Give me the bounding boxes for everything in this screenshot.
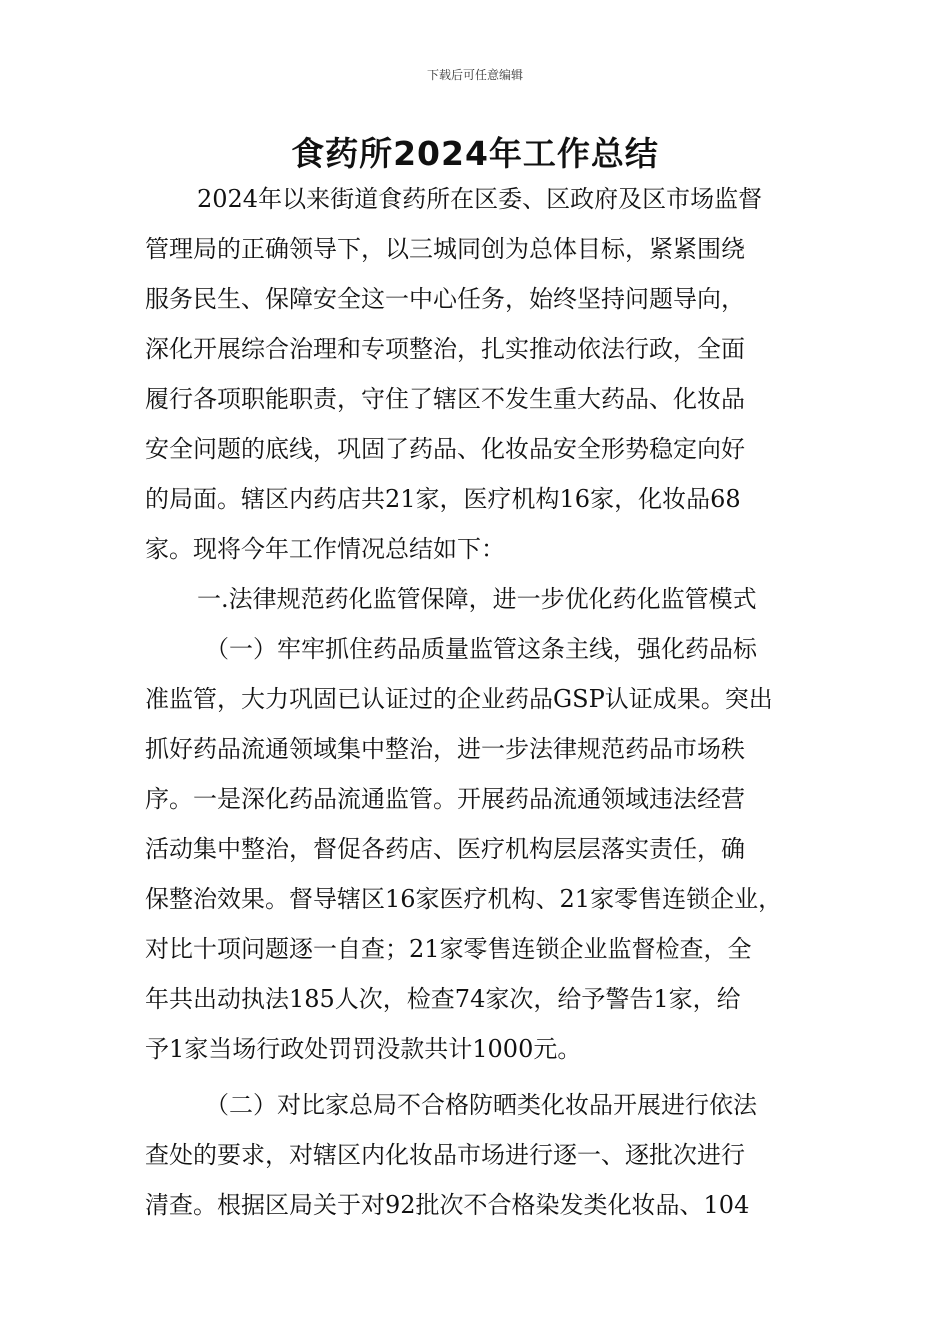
paragraph-line: 安全问题的底线，巩固了药品、化妆品安全形势稳定向好 — [145, 435, 745, 463]
paragraph-line: 对比十项问题逐一自查；21家零售连锁企业监督检查，全 — [145, 935, 752, 963]
paragraph-line: 序。一是深化药品流通监管。开展药品流通领域违法经营 — [145, 785, 745, 813]
paragraph-line: 2024年以来街道食药所在区委、区政府及区市场监督 — [197, 185, 763, 213]
paragraph-line: 年共出动执法185人次，检查74家次，给予警告1家，给 — [145, 985, 741, 1013]
paragraph-line: 保整治效果。督导辖区16家医疗机构、21家零售连锁企业， — [145, 885, 783, 913]
paragraph-line: 予1家当场行政处罚罚没款共计1000元。 — [145, 1035, 582, 1063]
document-title: 食药所2024年工作总结 — [291, 134, 659, 173]
paragraph-line: 服务民生、保障安全这一中心任务，始终坚持问题导向， — [145, 285, 745, 313]
paragraph-line: 履行各项职能职责，守住了辖区不发生重大药品、化妆品 — [145, 385, 745, 413]
section-heading: 一.法律规范药化监管保障，进一步优化药化监管模式 — [197, 585, 757, 613]
paragraph-line: 清查。根据区局关于对92批次不合格染发类化妆品、104 — [145, 1191, 750, 1219]
subsection-line: （一）牢牢抓住药品质量监管这条主线，强化药品标 — [205, 635, 757, 663]
document-body — [145, 174, 825, 1230]
paragraph-line: 准监管，大力巩固已认证过的企业药品GSP认证成果。突出 — [145, 685, 773, 713]
paragraph-line: 抓好药品流通领域集中整治，进一步法律规范药品市场秩 — [145, 735, 745, 763]
paragraph-line: 家。现将今年工作情况总结如下： — [145, 535, 505, 563]
paragraph-line: 深化开展综合治理和专项整治，扎实推动依法行政，全面 — [145, 335, 745, 363]
paragraph-line: 查处的要求，对辖区内化妆品市场进行逐一、逐批次进行 — [145, 1141, 745, 1169]
subsection-line: （二）对比家总局不合格防晒类化妆品开展进行依法 — [205, 1091, 757, 1119]
header-note: 下载后可任意编辑 — [426, 68, 523, 82]
paragraph-line: 活动集中整治，督促各药店、医疗机构层层落实责任，确 — [145, 835, 745, 863]
paragraph-line: 管理局的正确领导下，以三城同创为总体目标，紧紧围绕 — [145, 235, 745, 263]
paragraph-line: 的局面。辖区内药店共21家，医疗机构16家，化妆品68 — [145, 485, 741, 513]
